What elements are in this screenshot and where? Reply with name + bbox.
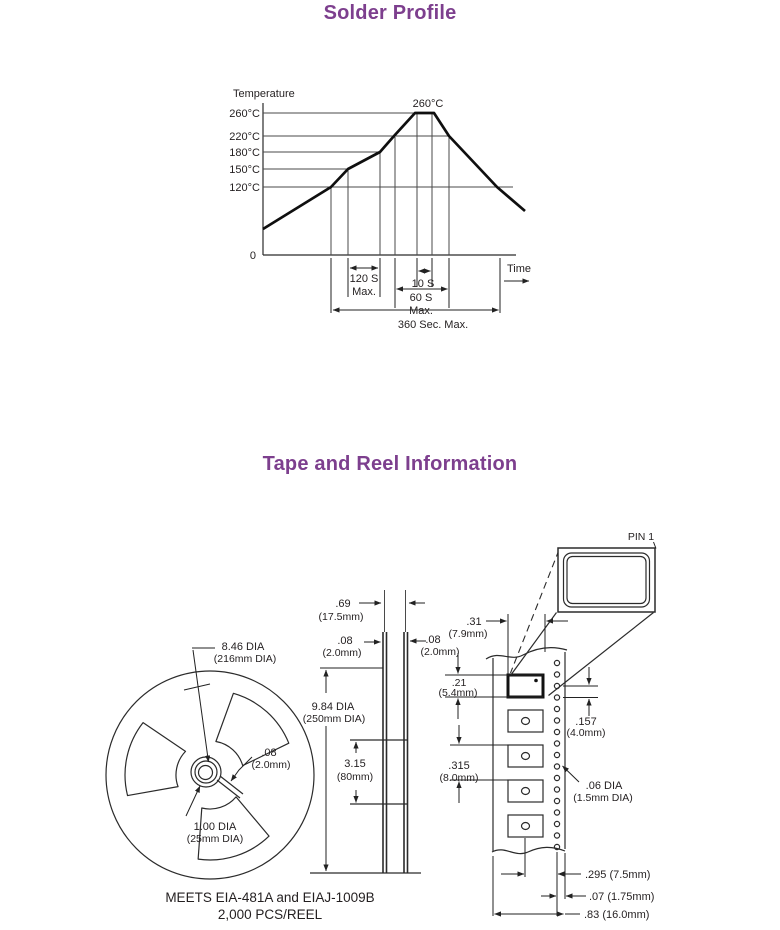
pocket-pitch-mm: (8.0mm) [439, 772, 479, 784]
reel-cutouts [100, 693, 289, 884]
dim-10s-label: 10 S [411, 278, 435, 290]
reel-front-view [100, 641, 314, 884]
highlighted-pocket [508, 675, 543, 697]
pocket-width-dim [448, 614, 568, 674]
reel-spec-line1: MEETS EIA-481A and EIAJ-1009B [165, 890, 375, 905]
pocket-depth-label: .21 [451, 677, 467, 689]
time-axis [504, 263, 531, 281]
sprocket-dia-dim [563, 766, 633, 804]
solder-profile-chart [229, 88, 531, 331]
sprocket-pitch-dim [563, 667, 606, 739]
tick-0: 0 [249, 250, 256, 262]
reel-width-dim [319, 598, 425, 623]
carrier-tape [438, 531, 656, 921]
tape-bottom-dims [493, 838, 654, 921]
reel-spec-note [100, 889, 440, 923]
reel-outer-dia-label: 8.46 DIA [221, 641, 265, 653]
dim-120s-max: Max. [352, 286, 376, 298]
detail-ray-dashed [511, 550, 560, 673]
dim-120s [350, 268, 379, 298]
flange-left-dim [322, 635, 380, 659]
reel-dia-label: 9.84 DIA [311, 701, 355, 713]
pocket-depth-mm: (5.4mm) [438, 687, 478, 699]
sprocket-dia-mm: (1.5mm DIA) [573, 792, 633, 804]
reel-hub-label: 3.15 [344, 758, 366, 770]
sprocket-pitch-label: .157 [575, 716, 597, 728]
reel-hub-dia-label: 1.00 DIA [193, 821, 237, 833]
reflow-profile-curve [263, 113, 525, 229]
detail-ray-left [511, 613, 557, 676]
reel-hub-dia-dim [186, 786, 243, 845]
tick-150: 150°C [229, 164, 260, 176]
tick-220: 220°C [229, 131, 260, 143]
sprocket-dia-label: .06 DIA [585, 780, 623, 792]
hub-slot [217, 776, 243, 798]
dim-83-label: .83 (16.0mm) [584, 909, 650, 921]
chart-gridlines [263, 113, 513, 187]
tape-reel-title: Tape and Reel Information [262, 453, 518, 475]
reel-hub-mm: (80mm) [336, 771, 374, 783]
pocket-pitch-label: .315 [448, 760, 470, 772]
reel-dia-mm: (250mm DIA) [302, 713, 366, 725]
tape-pockets [508, 675, 543, 837]
dim-07-label: .07 (1.75mm) [589, 891, 655, 903]
reel-flanges [383, 632, 408, 873]
pin1-label: PIN 1 [627, 531, 655, 543]
pin1-dot [534, 679, 538, 683]
chart-vertical-lines [331, 113, 449, 255]
flange-right-mm: (2.0mm) [420, 646, 460, 658]
dim-295-label: .295 (7.5mm) [585, 869, 651, 881]
reel-hub [191, 757, 243, 798]
y-axis-label: Temperature [233, 88, 295, 100]
detail-ray-right [549, 613, 654, 696]
peak-label: 260°C [412, 98, 444, 110]
dim-10s [412, 271, 435, 290]
tick-120: 120°C [229, 182, 260, 194]
reel-spec-line2: 2,000 PCS/REEL [217, 907, 323, 922]
reel-outer-circle [106, 671, 314, 879]
solder-profile-title: Solder Profile [323, 2, 457, 24]
flange-left-label: .08 [337, 635, 353, 647]
tape-bottom-break [492, 847, 565, 853]
x-axis-label: Time [506, 263, 532, 275]
dim-360s-label: 360 Sec. Max. [397, 319, 469, 331]
dim-60s-label: 60 S [409, 292, 433, 304]
dim-60s-max: Max. [409, 305, 433, 317]
reel-width-mm: (17.5mm) [318, 611, 364, 623]
reel-slot-dim [231, 747, 291, 781]
reel-hub-dia-mm: (25mm DIA) [186, 833, 244, 845]
pocket-pitch-dim [439, 725, 508, 803]
tick-260: 260°C [229, 108, 260, 120]
reel-slot-mm: (2.0mm) [251, 759, 291, 771]
sprocket-pitch-mm: (4.0mm) [566, 727, 606, 739]
flange-right-label: .08 [425, 634, 441, 646]
flange-left-mm: (2.0mm) [322, 647, 362, 659]
tick-180: 180°C [229, 147, 260, 159]
side-extension-lines [385, 590, 406, 632]
component-detail [511, 531, 657, 696]
reel-slot-label: .08 [261, 747, 277, 759]
pocket-width-label: .31 [466, 616, 482, 628]
reel-width-label: .69 [335, 598, 351, 610]
chart-axes [263, 103, 516, 255]
dim-120s-label: 120 S [349, 273, 379, 285]
reel-hub-dim [337, 742, 373, 803]
reel-outer-dia-mm: (216mm DIA) [213, 653, 277, 665]
reel-side-view [303, 590, 460, 873]
pocket-width-mm: (7.9mm) [448, 628, 488, 640]
dim-60s [397, 289, 448, 317]
component-outline [558, 548, 655, 612]
